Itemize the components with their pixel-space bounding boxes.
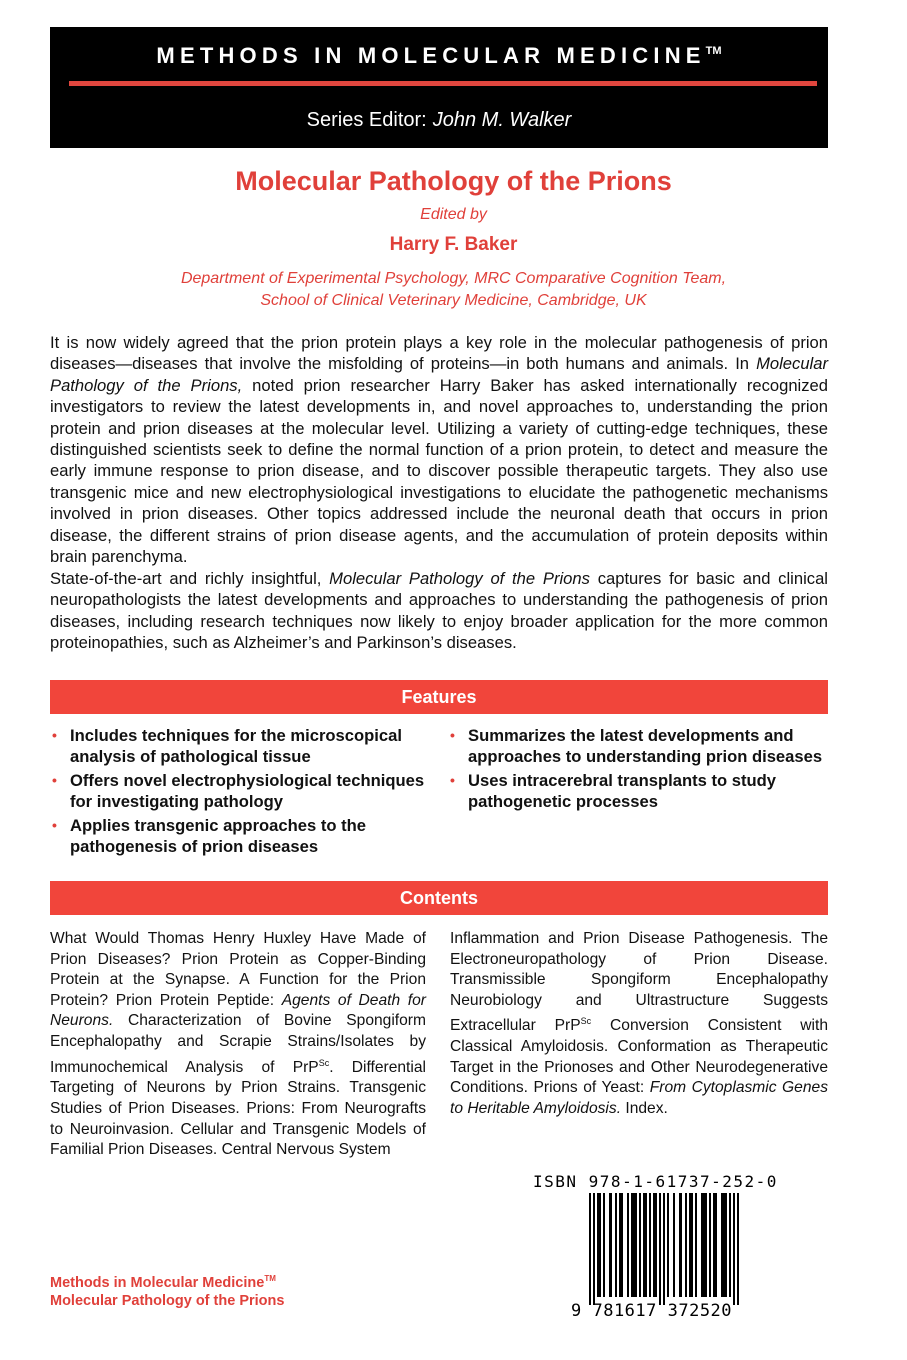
feature-item: • Applies transgenic approaches to the pathogenesis of prion diseases	[52, 816, 366, 856]
feature-item: • Includes techniques for the microscopical analysis of pathological tissue	[52, 726, 402, 766]
edited-by-label: Edited by	[420, 206, 487, 223]
bullet-icon: •	[450, 772, 455, 788]
description-paragraph-1: It is now widely agreed that the prion protein plays a key role in the molecular pathogenesis of prion diseases—diseases that involve the misfolding of proteins—in both humans and animals. In Molecular Pathology of the Prions, noted prion researcher Harry Baker has asked internationally recognized investigators to review the latest developments in, and novel approaches to, understanding the prion protein and prion diseases at the molecular level. Utilizing a variety of cutting-edge techniques, these distinguished scientists seek to define the normal function of a prion protein, to detect and measure the early immune response to prion disease, and to discover possible therapeutic targets. They also use transgenic mice and new electrophysiological investigations to elucidate the pathogenetic mechanisms involved in prion diseases. Other topics addressed include the neuronal death that occurs in prion disease, the different strains of prion disease agents, and the accumulation of protein deposits within brain parenchyma.	[50, 333, 828, 567]
book-editor-name: Harry F. Baker	[389, 234, 518, 255]
series-editor: Series Editor: John M. Walker	[306, 109, 572, 131]
barcode-icon	[589, 1193, 741, 1305]
book-title: Molecular Pathology of the Prions	[235, 166, 672, 196]
header-red-rule	[69, 81, 817, 86]
series-title: METHODS IN MOLECULAR MEDICINE™	[156, 43, 722, 68]
feature-item: • Summarizes the latest developments and approaches to understanding prion diseases	[450, 726, 823, 766]
trademark-symbol: TM	[705, 45, 722, 57]
isbn-label: ISBN 978-1-61737-252-0	[533, 1172, 778, 1191]
description-paragraph-2: State-of-the-art and richly insightful, Molecular Pathology of the Prions captures for basic and clinical neuropathologists the latest developments and approaches to understanding the pathogenesis of prion diseases, including research techniques now likely to enjoy broader application for the more common proteinopathies, such as Alzheimer’s and Parkinson’s diseases.	[50, 569, 828, 653]
barcode-digits: 9 781617 372520	[571, 1301, 733, 1321]
feature-item: • Offers novel electrophysiological techniques for investigating pathology	[52, 771, 425, 811]
features-list-right	[448, 725, 838, 815]
features-list-left	[50, 725, 430, 860]
spine-footer: Methods in Molecular Medicine™ Molecular Pathology of the Prions	[50, 1274, 285, 1309]
series-header-banner	[50, 27, 828, 148]
bullet-icon: •	[52, 817, 57, 833]
bullet-icon: •	[52, 772, 57, 788]
features-heading-bar: Features	[50, 680, 828, 714]
bullet-icon: •	[52, 727, 57, 743]
contents-heading-bar: Contents	[50, 881, 828, 915]
bullet-icon: •	[450, 727, 455, 743]
contents-column-right: Inflammation and Prion Disease Pathogenesis. The Electroneuropathology of Prion Disease. Transmissible Spongiform Encephalopathy Neurobiology and Ultrastructure Suggests Extracellular PrP$^{Sc}$ Conversion Consistent with Classical Amyloidosis. Conformation as Therapeutic Target in the Prionoses and Other Neurodegenerative Conditions. Prions of Yeast: From Cytoplasmic Genes to Heritable Amyloidosis. Index.	[450, 930, 829, 1117]
feature-item: • Uses intracerebral transplants to study pathogenetic processes	[450, 771, 777, 811]
contents-column-left: What Would Thomas Henry Huxley Have Made of Prion Diseases? Prion Protein as Copper-Binding Protein at the Synapse. A Function for the Prion Protein? Prion Protein Peptide: Agents of Death for Neurons. Characterization of Bovine Spongiform Encephalopathy and Scrapie Strains/Isolates by Immunochemical Analysis of PrP$^{Sc}$. Differential Targeting of Neurons by Prion Strains. Transgenic Studies of Prion Diseases. Prions: From Neurografts to Neuroinvasion. Cellular and Transgenic Models of Familial Prion Diseases. Central Nervous System	[50, 930, 426, 1159]
series-editor-name: John M. Walker	[432, 109, 572, 131]
editor-affiliation: Department of Experimental Psychology, MRC Comparative Cognition Team, School of Clinical Veterinary Medicine, Cambridge, UK	[180, 270, 727, 309]
